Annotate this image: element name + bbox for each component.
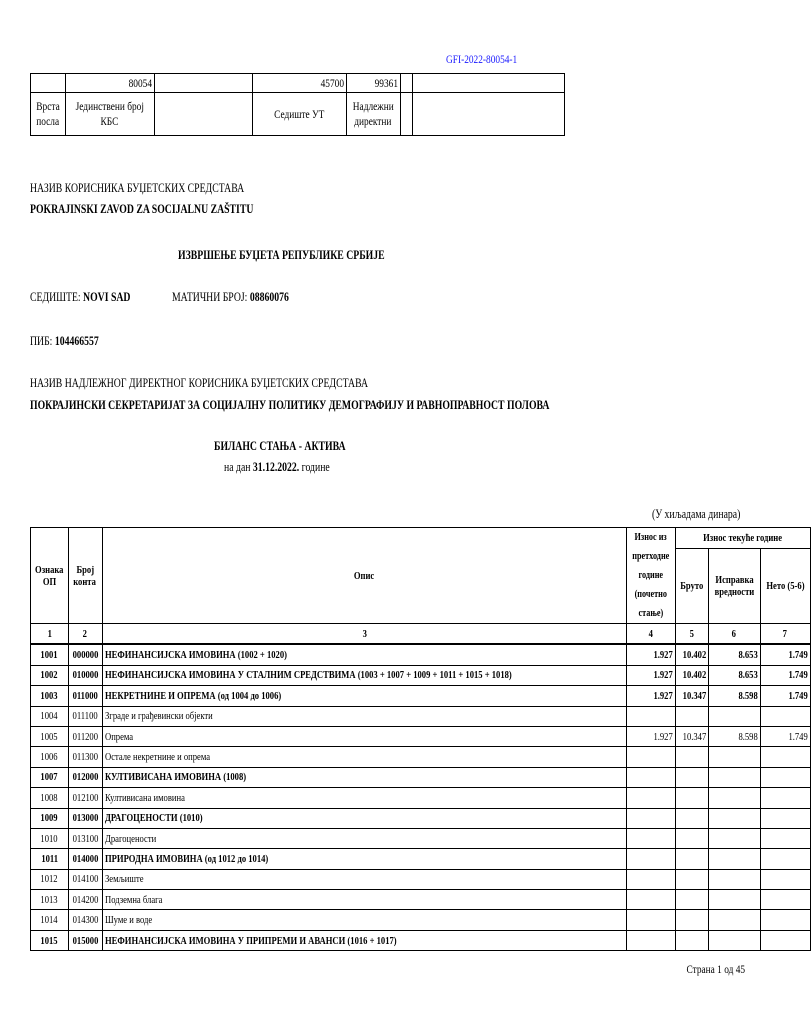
row-description: НЕКРЕТНИНЕ И ОПРЕМА (од 1004 до 1006) (102, 686, 627, 706)
row-ispravka (708, 706, 760, 726)
row-account-number: 013000 (68, 808, 102, 828)
row-ispravka (708, 808, 760, 828)
row-description: ПРИРОДНА ИМОВИНА (од 1012 до 1014) (102, 849, 627, 869)
report-date-line: на дан 31.12.2022. године (224, 460, 330, 474)
row-neto (760, 849, 810, 869)
registration-number-line: МАТИЧНИ БРОЈ: 08860076 (172, 290, 289, 304)
column-number: 7 (760, 624, 810, 645)
row-op-code: 1008 (31, 788, 69, 808)
vrsta-posla-label: Врста посла (31, 93, 66, 136)
header-previous-year: Износ из претходне године (почетно стање) (627, 528, 676, 624)
row-bruto (675, 747, 708, 767)
pib-line: ПИБ: 104466557 (30, 334, 99, 348)
row-description: КУЛТИВИСАНА ИМОВИНА (1008) (102, 767, 627, 787)
row-description: Драгоцености (102, 828, 627, 848)
seat-line: СЕДИШТЕ: NOVI SAD (30, 290, 131, 304)
row-previous-year (627, 788, 676, 808)
table-row (31, 665, 811, 685)
row-ispravka (708, 849, 760, 869)
kbs-number-value: 80054 (66, 74, 155, 93)
row-ispravka (708, 910, 760, 930)
row-ispravka (708, 747, 760, 767)
table-row (31, 686, 811, 706)
header-broj-konta: Број конта (68, 528, 102, 624)
row-bruto (675, 788, 708, 808)
row-ispravka: 8.598 (708, 686, 760, 706)
row-previous-year: 1.927 (627, 686, 676, 706)
row-op-code: 1009 (31, 808, 69, 828)
row-neto: 1.749 (760, 644, 810, 665)
table-row (31, 644, 811, 665)
row-account-number: 014200 (68, 890, 102, 910)
row-account-number: 014100 (68, 869, 102, 889)
table-row (31, 910, 811, 930)
row-account-number: 011200 (68, 726, 102, 746)
row-neto (760, 788, 810, 808)
row-previous-year: 1.927 (627, 726, 676, 746)
row-op-code: 1015 (31, 930, 69, 950)
row-bruto: 10.402 (675, 665, 708, 685)
row-description: Култивисана имовина (102, 788, 627, 808)
table-row (31, 706, 811, 726)
row-neto (760, 869, 810, 889)
row-op-code: 1014 (31, 910, 69, 930)
row-neto (760, 930, 810, 950)
row-ispravka (708, 869, 760, 889)
row-previous-year: 1.927 (627, 665, 676, 685)
row-ispravka (708, 828, 760, 848)
row-description: Шуме и воде (102, 910, 627, 930)
row-description: НЕФИНАНСИЈСКА ИМОВИНА (1002 + 1020) (102, 644, 627, 665)
row-bruto: 10.347 (675, 726, 708, 746)
row-description: НЕФИНАНСИЈСКА ИМОВИНА У СТАЛНИМ СРЕДСТВИМА (1003 + 1007 + 1009 + 1011 + 1015 + 1018) (102, 665, 627, 685)
row-neto (760, 747, 810, 767)
row-ispravka (708, 930, 760, 950)
header-current-year: Износ текуће године (675, 528, 810, 549)
user-name: POKRAJINSKI ZAVOD ZA SOCIJALNU ZAŠTITU (30, 202, 254, 216)
row-op-code: 1012 (31, 869, 69, 889)
seat-ut-value: 45700 (252, 74, 346, 93)
row-description: Подземна блага (102, 890, 627, 910)
row-previous-year (627, 930, 676, 950)
column-number: 6 (708, 624, 760, 645)
row-bruto (675, 930, 708, 950)
row-account-number: 014000 (68, 849, 102, 869)
header-ispravka: Исправка вредности (708, 548, 760, 623)
kbs-spacer-label-cell (400, 93, 412, 136)
row-previous-year (627, 869, 676, 889)
row-account-number: 011000 (68, 686, 102, 706)
row-bruto (675, 910, 708, 930)
row-op-code: 1005 (31, 726, 69, 746)
row-previous-year (627, 767, 676, 787)
table-row (31, 726, 811, 746)
row-bruto (675, 849, 708, 869)
row-bruto (675, 869, 708, 889)
table-body (31, 644, 811, 950)
row-previous-year (627, 706, 676, 726)
header-neto: Нето (5-6) (760, 548, 810, 623)
kbs-label: Јединствени број КБС (66, 93, 155, 136)
row-ispravka (708, 767, 760, 787)
row-description: Земљиште (102, 869, 627, 889)
row-op-code: 1002 (31, 665, 69, 685)
row-previous-year (627, 747, 676, 767)
budget-title: ИЗВРШЕЊЕ БУЏЕТА РЕПУБЛИКЕ СРБИЈЕ (178, 248, 385, 262)
row-previous-year: 1.927 (627, 644, 676, 665)
row-ispravka: 8.598 (708, 726, 760, 746)
header-opis: Опис (102, 528, 627, 624)
row-neto: 1.749 (760, 665, 810, 685)
row-description: Зграде и грађевински објекти (102, 706, 627, 726)
kbs-header-table (30, 73, 565, 136)
kbs-vrsta-value (31, 74, 66, 93)
table-row (31, 808, 811, 828)
row-op-code: 1013 (31, 890, 69, 910)
row-neto: 1.749 (760, 686, 810, 706)
row-neto (760, 808, 810, 828)
row-ispravka: 8.653 (708, 665, 760, 685)
row-neto (760, 767, 810, 787)
direct-user-label-line: НАЗИВ НАДЛЕЖНОГ ДИРЕКТНОГ КОРИСНИКА БУЏЕТСКИХ СРЕДСТАВА (30, 376, 369, 390)
row-ispravka (708, 890, 760, 910)
row-account-number: 012100 (68, 788, 102, 808)
page-number: Страна 1 од 45 (686, 962, 745, 976)
column-number: 1 (31, 624, 69, 645)
row-op-code: 1003 (31, 686, 69, 706)
table-row (31, 869, 811, 889)
row-op-code: 1001 (31, 644, 69, 665)
row-bruto (675, 890, 708, 910)
row-op-code: 1004 (31, 706, 69, 726)
column-number: 4 (627, 624, 676, 645)
row-account-number: 012000 (68, 767, 102, 787)
row-ispravka (708, 788, 760, 808)
document-id-link[interactable]: GFI-2022-80054-1 (446, 52, 518, 66)
header-oznaka: Ознака ОП (31, 528, 69, 624)
row-description: Опрема (102, 726, 627, 746)
table-row (31, 747, 811, 767)
kbs-blank-label-cell (154, 93, 252, 136)
column-number: 3 (102, 624, 627, 645)
report-title: БИЛАНС СТАЊА - АКТИВА (214, 439, 346, 453)
column-number-row (31, 624, 811, 645)
user-label: НАЗИВ КОРИСНИКА БУЏЕТСКИХ СРЕДСТАВА (30, 181, 245, 195)
row-op-code: 1010 (31, 828, 69, 848)
row-description: ДРАГОЦЕНОСТИ (1010) (102, 808, 627, 828)
seat-ut-label: Седиште УТ (252, 93, 346, 136)
header-bruto: Бруто (675, 548, 708, 623)
row-neto (760, 910, 810, 930)
row-account-number: 013100 (68, 828, 102, 848)
row-bruto (675, 828, 708, 848)
row-bruto (675, 767, 708, 787)
column-number: 2 (68, 624, 102, 645)
table-row (31, 828, 811, 848)
row-neto (760, 828, 810, 848)
row-bruto (675, 706, 708, 726)
row-account-number: 000000 (68, 644, 102, 665)
row-neto: 1.749 (760, 726, 810, 746)
row-op-code: 1006 (31, 747, 69, 767)
balance-sheet-table (30, 527, 811, 951)
row-op-code: 1011 (31, 849, 69, 869)
column-number: 5 (675, 624, 708, 645)
row-previous-year (627, 828, 676, 848)
row-neto (760, 890, 810, 910)
row-account-number: 011300 (68, 747, 102, 767)
table-row (31, 767, 811, 787)
table-row (31, 890, 811, 910)
row-neto (760, 706, 810, 726)
row-description: НЕФИНАНСИЈСКА ИМОВИНА У ПРИПРЕМИ И АВАНСИ (1016 + 1017) (102, 930, 627, 950)
row-op-code: 1007 (31, 767, 69, 787)
row-previous-year (627, 890, 676, 910)
row-bruto: 10.347 (675, 686, 708, 706)
table-row (31, 849, 811, 869)
row-bruto (675, 808, 708, 828)
kbs-spacer-cell (400, 74, 412, 93)
direct-user-name: ПОКРАЈИНСКИ СЕКРЕТАРИЈАТ ЗА СОЦИЈАЛНУ ПОЛИТИКУ ДЕМОГРАФИЈУ И РАВНОПРАВНОСТ ПОЛОВА (30, 398, 550, 412)
table-row (31, 930, 811, 950)
row-description: Остале некретнине и опрема (102, 747, 627, 767)
unit-note: (У хиљадама динара) (651, 507, 740, 521)
row-previous-year (627, 849, 676, 869)
table-row (31, 788, 811, 808)
kbs-extra-label-cell (412, 93, 564, 136)
row-account-number: 011100 (68, 706, 102, 726)
kbs-blank-cell (154, 74, 252, 93)
row-account-number: 014300 (68, 910, 102, 930)
row-account-number: 010000 (68, 665, 102, 685)
row-previous-year (627, 910, 676, 930)
direct-user-label: Надлежни директни (346, 93, 400, 136)
row-bruto: 10.402 (675, 644, 708, 665)
direct-user-value: 99361 (346, 74, 400, 93)
row-account-number: 015000 (68, 930, 102, 950)
kbs-extra-cell (412, 74, 564, 93)
row-previous-year (627, 808, 676, 828)
row-ispravka: 8.653 (708, 644, 760, 665)
